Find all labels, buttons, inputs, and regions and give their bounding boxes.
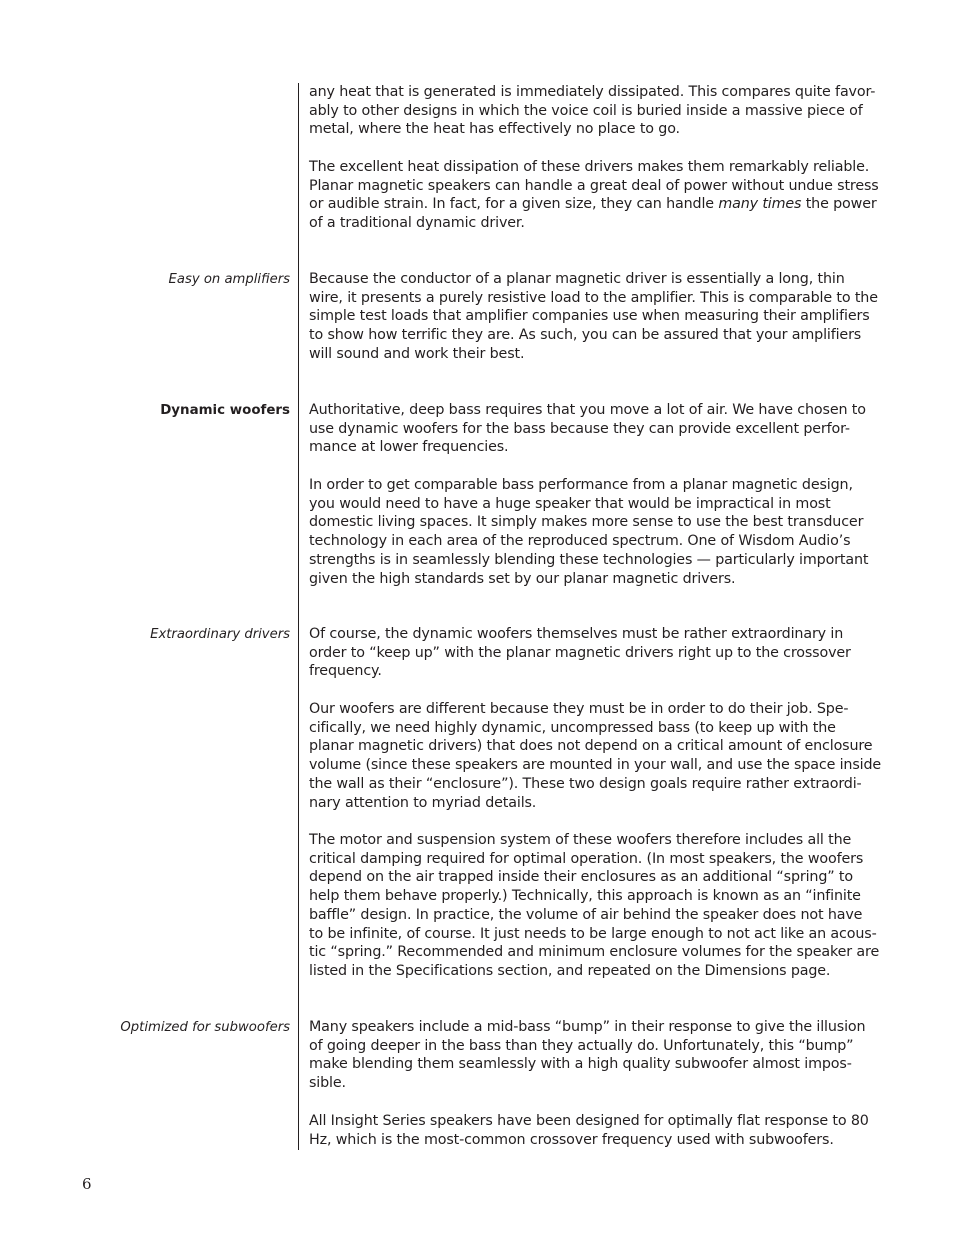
body-paragraph-keep-up (309, 625, 854, 681)
body-paragraph-mid-bass-bump (309, 1018, 866, 1093)
body-paragraph-flat-response (309, 1112, 869, 1149)
body-paragraph-blending-technologies (309, 476, 869, 588)
text-line: domestic living spaces. It simply makes more sense to use the best transducer (309, 514, 864, 531)
text-segment: the power (801, 196, 877, 213)
text-line: will sound and work their best. (309, 345, 525, 362)
text-line: Hz, which is the most-common crossover frequency used with subwoofers. (309, 1131, 834, 1148)
text-line: use dynamic woofers for the bass because they can provide excellent perfor- (309, 420, 850, 437)
side-heading-dynamic-woofers: Dynamic woofers (160, 403, 290, 418)
text-line: Of course, the dynamic woofers themselves must be rather extraordinary in (309, 626, 844, 642)
side-heading-extraordinary-drivers: Extraordinary drivers (150, 627, 290, 642)
text-line: wire, it presents a purely resistive load to the amplifier. This is comparable to the (309, 289, 878, 306)
text-line: make blending them seamlessly with a high quality subwoofer almost impos- (309, 1056, 852, 1073)
text-line: cifically, we need highly dynamic, uncompressed bass (to keep up with the (309, 719, 836, 736)
body-paragraph-infinite-baffle (309, 831, 880, 981)
body-paragraph-reliability (309, 158, 879, 233)
text-line: depend on the air trapped inside their enclosures as an additional “spring” to (309, 869, 853, 886)
text-line: Planar magnetic speakers can handle a great deal of power without undue stress (309, 177, 879, 194)
body-paragraph-deep-bass (309, 401, 866, 457)
text-line: strengths is in seamlessly blending these technologies — particularly important (309, 551, 869, 568)
text-line: planar magnetic drivers) that does not depend on a critical amount of enclosure (309, 738, 873, 755)
text-line: baffle” design. In practice, the volume of air behind the speaker does not have (309, 906, 863, 923)
text-line: to be infinite, of course. It just needs to be large enough to not act like an acous- (309, 925, 877, 942)
text-line: help them behave properly.) Technically, this approach is known as an “infinite (309, 888, 861, 905)
text-segment: or audible strain. In fact, for a given size, they can handle (309, 196, 719, 213)
margin-divider-rule (298, 83, 299, 1150)
body-paragraph-heat-dissipation (309, 83, 876, 139)
text-line: listed in the Specifications section, and repeated on the Dimensions page. (309, 962, 831, 979)
page-number: 6 (82, 1175, 92, 1193)
body-paragraph-resistive-load (309, 270, 878, 364)
text-line: simple test loads that amplifier companies use when measuring their amplifiers (309, 308, 870, 325)
text-line: The motor and suspension system of these woofers therefore includes all the (309, 832, 852, 848)
text-line: Our woofers are different because they must be in order to do their job. Spe- (309, 701, 849, 717)
text-line: you would need to have a huge speaker that would be impractical in most (309, 495, 831, 512)
text-line: the wall as their “enclosure”). These two design goals require rather extraordi- (309, 775, 862, 792)
text-line: tic “spring.” Recommended and minimum enclosure volumes for the speaker are (309, 944, 880, 961)
text-line: In order to get comparable bass performance from a planar magnetic design, (309, 477, 853, 493)
text-line: of going deeper in the bass than they actually do. Unfortunately, this “bump” (309, 1037, 854, 1054)
text-line (309, 195, 877, 214)
text-line: order to “keep up” with the planar magnetic drivers right up to the crossover (309, 644, 851, 661)
text-line: given the high standards set by our planar magnetic drivers. (309, 570, 736, 587)
text-line: to show how terrific they are. As such, you can be assured that your amplifiers (309, 327, 862, 344)
text-line: volume (since these speakers are mounted in your wall, and use the space inside (309, 757, 882, 774)
text-line: Because the conductor of a planar magnetic driver is essentially a long, thin (309, 271, 845, 287)
text-line: critical damping required for optimal operation. (In most speakers, the woofers (309, 850, 864, 867)
text-line: technology in each area of the reproduced spectrum. One of Wisdom Audio’s (309, 533, 851, 550)
text-line: mance at lower frequencies. (309, 439, 509, 456)
text-line: Authoritative, deep bass requires that you move a lot of air. We have chosen to (309, 402, 866, 418)
side-heading-easy-on-amplifiers: Easy on amplifiers (168, 272, 290, 287)
text-line: sible. (309, 1075, 346, 1092)
side-heading-optimized-for-subwoofers: Optimized for subwoofers (120, 1020, 290, 1035)
text-line: All Insight Series speakers have been designed for optimally flat response to 80 (309, 1113, 869, 1129)
text-line: nary attention to myriad details. (309, 794, 537, 811)
text-line: metal, where the heat has effectively no place to go. (309, 121, 680, 138)
text-line: The excellent heat dissipation of these drivers makes them remarkably reliable. (309, 159, 870, 175)
text-line: ably to other designs in which the voice coil is buried inside a massive piece of (309, 102, 863, 119)
text-line: of a traditional dynamic driver. (309, 215, 525, 232)
body-paragraph-woofer-design-goals (309, 700, 882, 812)
text-line: Many speakers include a mid-bass “bump” in their response to give the illusion (309, 1019, 866, 1035)
text-line: frequency. (309, 663, 382, 680)
text-line: any heat that is generated is immediately dissipated. This compares quite favor- (309, 84, 876, 100)
emphasis-text: many times (718, 196, 802, 213)
